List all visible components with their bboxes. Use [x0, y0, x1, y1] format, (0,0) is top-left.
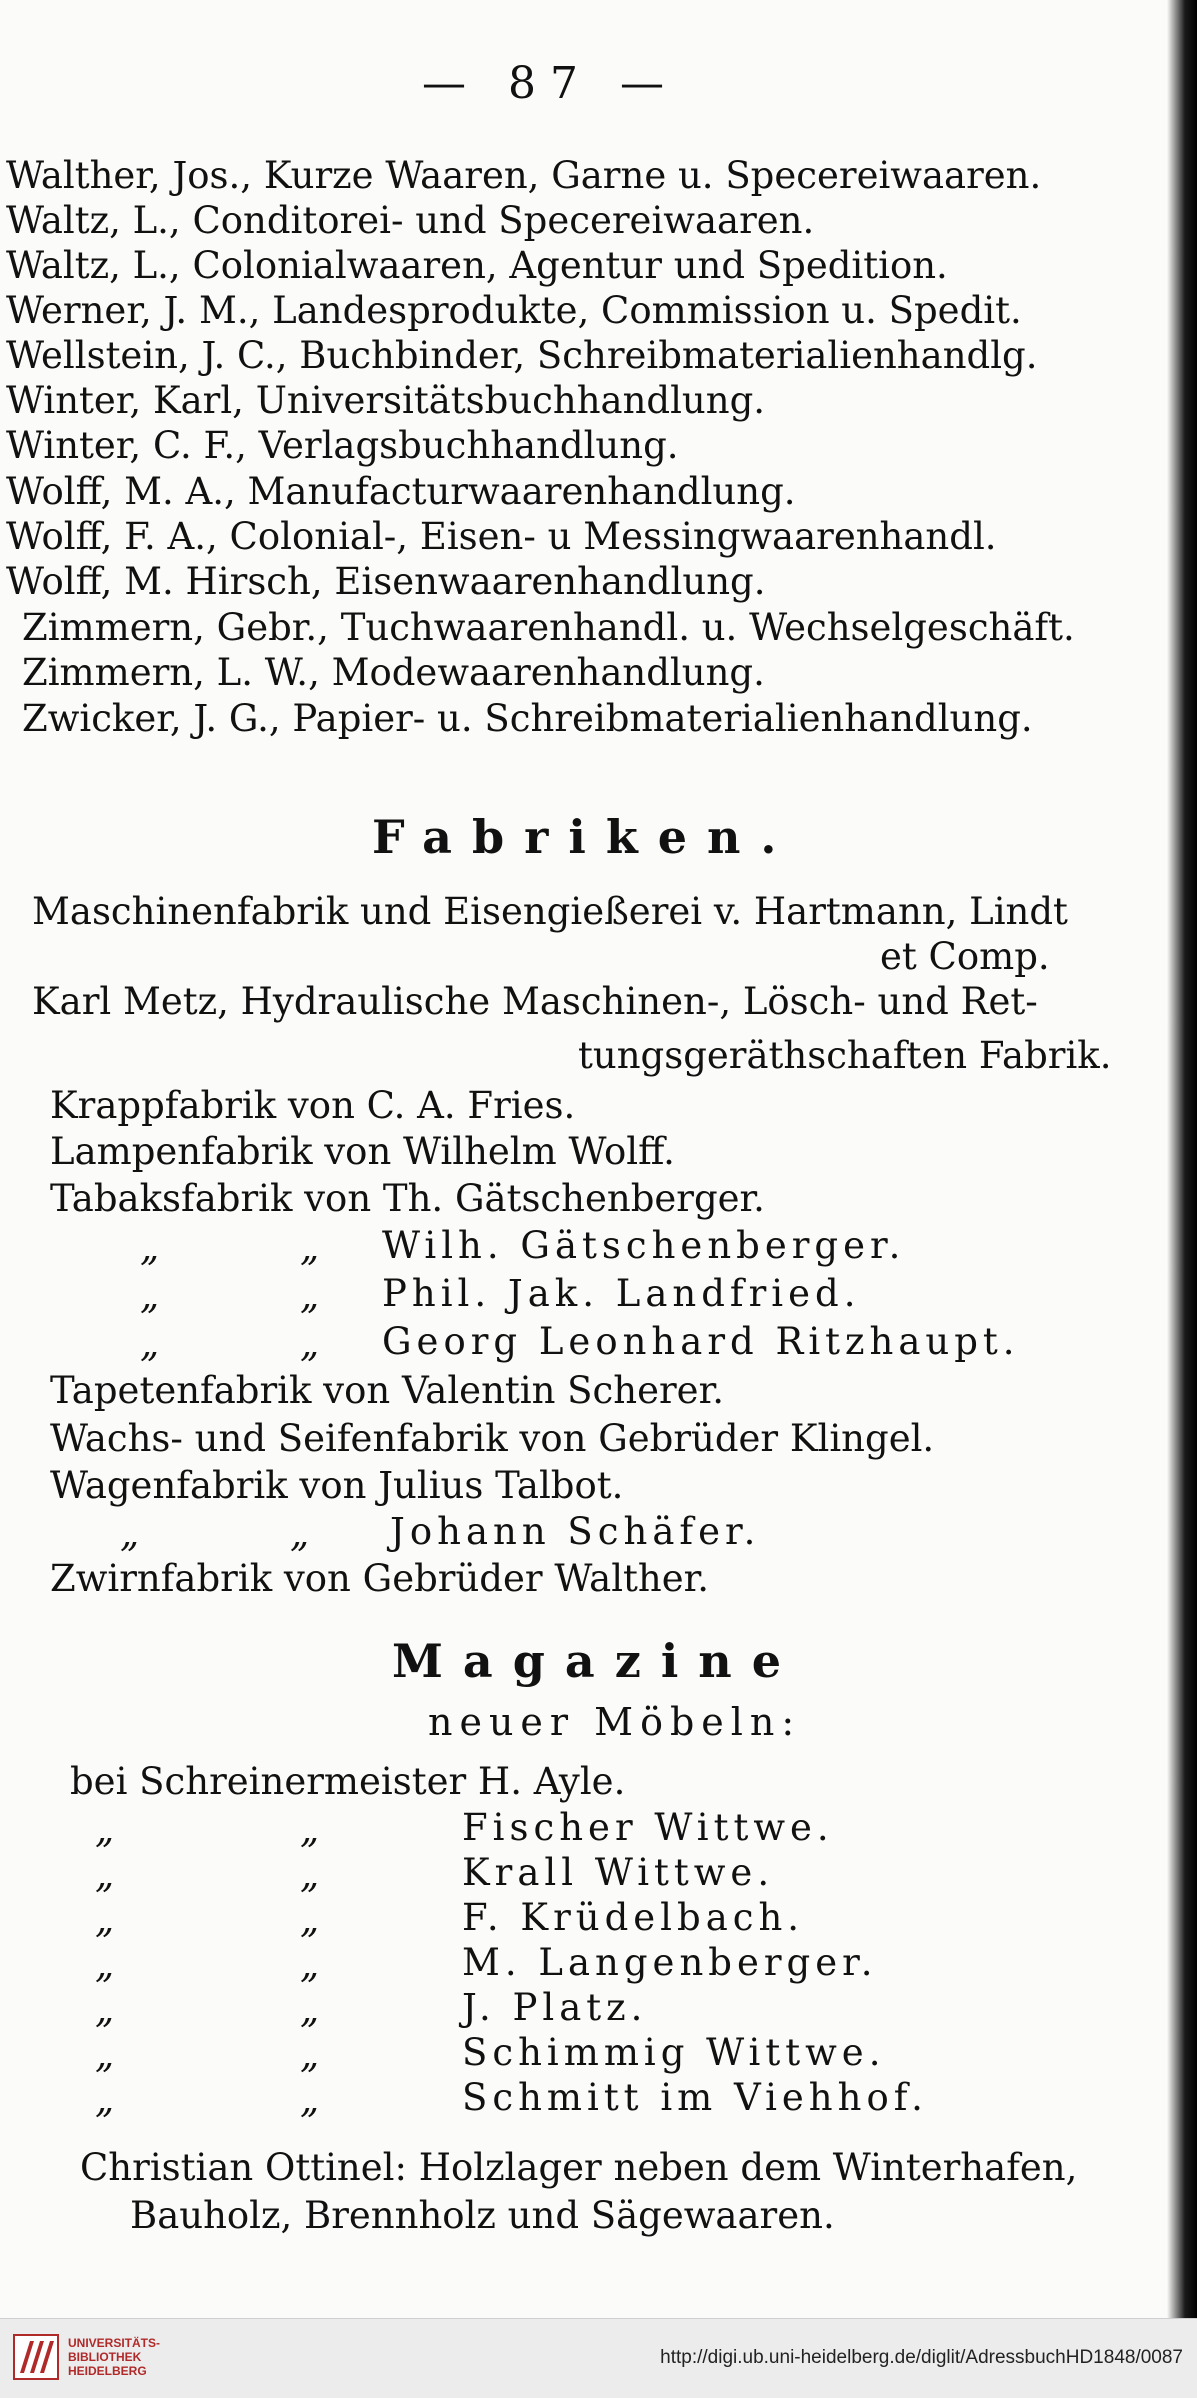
- ditto-mark: „: [300, 1853, 320, 1896]
- permalink-url[interactable]: http://digi.ub.uni-heidelberg.de/diglit/AdressbuchHD1848/0087: [660, 2347, 1183, 2368]
- furniture-entry-continued: Bauholz, Brennholz und Sägewaaren.: [130, 2194, 835, 2237]
- ditto-mark: „: [95, 1808, 115, 1851]
- dealer-entry: Wolff, F. A., Colonial-, Eisen- u Messingwaarenhandl.: [6, 515, 997, 558]
- dealer-entry: Wolff, M. A., Manufacturwaarenhandlung.: [6, 470, 796, 513]
- ditto-mark: „: [140, 1226, 160, 1269]
- ditto-mark: „: [300, 2033, 320, 2076]
- library-name: [68, 2336, 160, 2378]
- furniture-entry: Schmitt im Viehhof.: [462, 2076, 928, 2119]
- page-edge-shadow: [1167, 0, 1197, 2318]
- library-name-line: BIBLIOTHEK: [68, 2350, 142, 2364]
- library-name-line: HEIDELBERG: [68, 2364, 147, 2378]
- university-library-logo-icon: [12, 2333, 60, 2381]
- factory-entry: Krappfabrik von C. A. Fries.: [50, 1084, 576, 1127]
- furniture-entry: bei Schreinermeister H. Ayle.: [70, 1760, 626, 1803]
- section-heading-magazine: Magazine: [392, 1634, 802, 1688]
- factory-entry: Zwirnfabrik von Gebrüder Walther.: [50, 1557, 710, 1600]
- ditto-mark: „: [140, 1274, 160, 1317]
- ditto-mark: „: [300, 1898, 320, 1941]
- ditto-mark: „: [290, 1512, 310, 1555]
- factory-entry: Tapetenfabrik von Valentin Scherer.: [50, 1369, 724, 1412]
- factory-entry: Wagenfabrik von Julius Talbot.: [50, 1464, 624, 1507]
- section-heading-fabriken: Fabriken.: [372, 810, 797, 864]
- factory-entry: Johann Schäfer.: [390, 1510, 761, 1553]
- dealer-entry: Werner, J. M., Landesprodukte, Commission u. Spedit.: [6, 289, 1022, 332]
- ditto-mark: „: [300, 2078, 320, 2121]
- furniture-entry: F. Krüdelbach.: [462, 1896, 805, 1939]
- factory-entry: Wilh. Gätschenberger.: [382, 1224, 906, 1267]
- ditto-mark: „: [95, 1898, 115, 1941]
- furniture-entry: M. Langenberger.: [462, 1941, 878, 1984]
- dealer-entry: Wellstein, J. C., Buchbinder, Schreibmaterialienhandlg.: [6, 334, 1038, 377]
- factory-entry: Georg Leonhard Ritzhaupt.: [382, 1320, 1020, 1363]
- furniture-entry: J. Platz.: [462, 1986, 648, 2029]
- furniture-entry: Christian Ottinel: Holzlager neben dem Winterhafen,: [80, 2146, 1078, 2189]
- viewer-footer: [0, 2318, 1197, 2398]
- furniture-entry: Fischer Wittwe.: [462, 1806, 834, 1849]
- dealer-entry: Zwicker, J. G., Papier- u. Schreibmaterialienhandlung.: [22, 697, 1033, 740]
- dealer-entry: Zimmern, L. W., Modewaarenhandlung.: [22, 651, 765, 694]
- factory-entry: Wachs- und Seifenfabrik von Gebrüder Klingel.: [50, 1417, 935, 1460]
- ditto-mark: „: [95, 2033, 115, 2076]
- ditto-mark: „: [95, 1988, 115, 2031]
- factory-entry: Karl Metz, Hydraulische Maschinen-, Lösch- und Ret-: [32, 980, 1038, 1023]
- furniture-entry: Schimmig Wittwe.: [462, 2031, 886, 2074]
- dealer-entry: Zimmern, Gebr., Tuchwaarenhandl. u. Wechselgeschäft.: [22, 606, 1075, 649]
- ditto-mark: „: [300, 1274, 320, 1317]
- dealer-entry: Wolff, M. Hirsch, Eisenwaarenhandlung.: [6, 560, 766, 603]
- dealer-entry: Waltz, L., Conditorei- und Specereiwaaren.: [6, 199, 815, 242]
- dealer-entry: Winter, C. F., Verlagsbuchhandlung.: [6, 424, 679, 467]
- section-subheading: neuer Möbeln:: [428, 1700, 802, 1744]
- library-name-line: UNIVERSITÄTS-: [68, 2336, 161, 2350]
- dealer-entry: Waltz, L., Colonialwaaren, Agentur und Spedition.: [6, 244, 948, 287]
- ditto-mark: „: [95, 1853, 115, 1896]
- ditto-mark: „: [300, 1322, 320, 1365]
- ditto-mark: „: [300, 1988, 320, 2031]
- ditto-mark: „: [95, 1943, 115, 1986]
- ditto-mark: „: [95, 2078, 115, 2121]
- ditto-mark: „: [120, 1512, 140, 1555]
- ditto-mark: „: [300, 1808, 320, 1851]
- dealer-entry: Walther, Jos., Kurze Waaren, Garne u. Specereiwaaren.: [6, 154, 1042, 197]
- ditto-mark: „: [300, 1226, 320, 1269]
- factory-entry-continued: et Comp.: [880, 935, 1050, 978]
- furniture-entry: Krall Wittwe.: [462, 1851, 775, 1894]
- factory-entry: Phil. Jak. Landfried.: [382, 1272, 861, 1315]
- factory-entry-continued: tungsgeräthschaften Fabrik.: [578, 1034, 1112, 1077]
- page-number: — 87 —: [422, 58, 678, 109]
- dealer-entry: Winter, Karl, Universitätsbuchhandlung.: [6, 379, 766, 422]
- factory-entry: Lampenfabrik von Wilhelm Wolff.: [50, 1130, 675, 1173]
- ditto-mark: „: [140, 1322, 160, 1365]
- ditto-mark: „: [300, 1943, 320, 1986]
- factory-entry: Maschinenfabrik und Eisengießerei v. Hartmann, Lindt: [32, 890, 1068, 933]
- factory-entry: Tabaksfabrik von Th. Gätschenberger.: [50, 1177, 765, 1220]
